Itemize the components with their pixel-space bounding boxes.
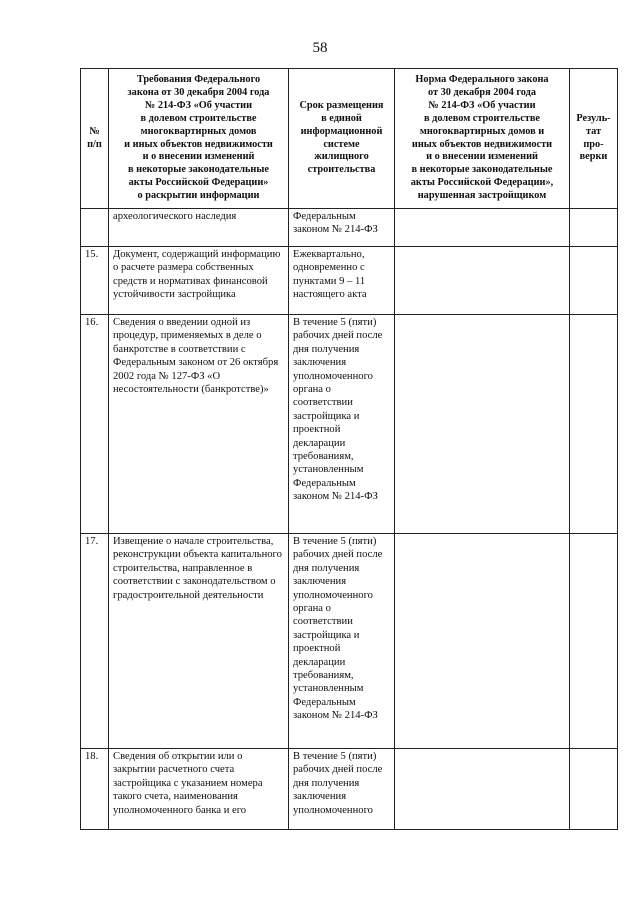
row-violated-norm <box>395 534 570 749</box>
row-result <box>570 749 618 830</box>
header-requirement: Требования Федерального закона от 30 декабря 2004 года № 214-ФЗ «Об участии в долевом строительстве многоквартирных домов и иных объектов недвижимости и о внесении изменений в некоторые законодательные акты Российской Федерации» о раскрытии информации <box>109 69 289 209</box>
requirements-table <box>80 68 618 830</box>
row-violated-norm <box>395 209 570 247</box>
row-result <box>570 534 618 749</box>
row-result <box>570 315 618 534</box>
row-violated-norm <box>395 247 570 315</box>
row-violated-norm <box>395 315 570 534</box>
row-deadline: Федеральным законом № 214-ФЗ <box>289 209 395 247</box>
table-header-row <box>81 69 618 209</box>
page-number: 58 <box>312 40 328 56</box>
header-violated-norm: Норма Федерального закона от 30 декабря 2004 года № 214-ФЗ «Об участии в долевом строительстве многоквартирных домов и иных объектов недвижимости и о внесении изменений в некоторые законодательные акты Российской Федерации», нарушенная застройщиком <box>395 69 570 209</box>
table-row <box>81 749 618 830</box>
header-num: № п/п <box>81 69 109 209</box>
row-deadline: В течение 5 (пяти) рабочих дней после дня получения заключения уполномоченного органа о соответствии застройщика и проектной декларации требованиям, установленным Федеральным законом № 214-ФЗ <box>289 315 395 534</box>
table-row <box>81 315 618 534</box>
row-requirement: Документ, содержащий информацию о расчете размера собственных средств и нормативах финансовой устойчивости застройщика <box>109 247 289 315</box>
row-requirement: Сведения об открытии или о закрытии расчетного счета застройщика с указанием номера такого счета, наименования уполномоченного банка и его <box>109 749 289 830</box>
row-requirement: археологического наследия <box>109 209 289 247</box>
row-number: 16. <box>81 315 109 534</box>
row-violated-norm <box>395 749 570 830</box>
row-requirement: Извещение о начале строительства, реконструкции объекта капитального строительства, направленное в соответствии с законодательством о градостроительной деятельности <box>109 534 289 749</box>
table-row <box>81 209 618 247</box>
row-number: 17. <box>81 534 109 749</box>
header-result: Резуль- тат про- верки <box>570 69 618 209</box>
table-row <box>81 534 618 749</box>
header-deadline: Срок размещения в единой информационной системе жилищного строительства <box>289 69 395 209</box>
table-row <box>81 247 618 315</box>
row-number: 15. <box>81 247 109 315</box>
row-deadline: Ежеквартально, одновременно с пунктами 9 – 11 настоящего акта <box>289 247 395 315</box>
row-number: 18. <box>81 749 109 830</box>
row-deadline: В течение 5 (пяти) рабочих дней после дня получения заключения уполномоченного <box>289 749 395 830</box>
row-result <box>570 247 618 315</box>
row-number <box>81 209 109 247</box>
row-requirement: Сведения о введении одной из процедур, применяемых в деле о банкротстве в соответствии с Федеральным законом от 26 октября 2002 года № 127-ФЗ «О несостоятельности (банкротстве)» <box>109 315 289 534</box>
row-result <box>570 209 618 247</box>
row-deadline: В течение 5 (пяти) рабочих дней после дня получения заключения уполномоченного органа о соответствии застройщика и проектной декларации требованиям, установленным Федеральным законом № 214-ФЗ <box>289 534 395 749</box>
